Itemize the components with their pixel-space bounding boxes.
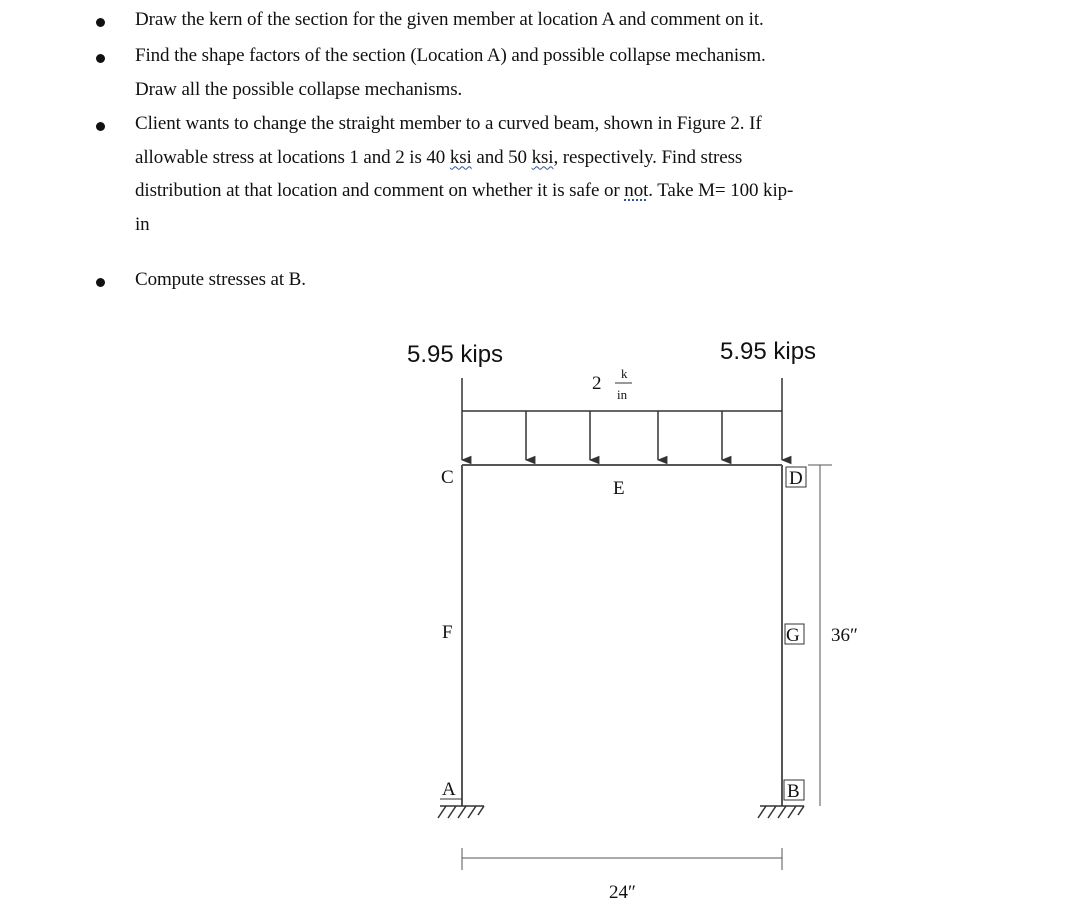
span-dimension-label: 24″ [609, 882, 636, 903]
frame-members [462, 465, 782, 806]
question-1-text: Draw the kern of the section for the given member at location A and comment on it. [135, 9, 764, 30]
fixed-support-A [438, 806, 484, 818]
question-3-line-2b: and 50 [471, 146, 532, 168]
point-label-D: D [789, 468, 803, 489]
point-load-right-label: 5.95 kips [720, 338, 817, 365]
dist-load-unit-numerator: k [621, 366, 628, 381]
question-3-line-2c: , respectively. Find stress [553, 146, 743, 168]
point-label-A: A [442, 779, 456, 800]
spellcheck-ksi-2: ksi [531, 146, 554, 168]
point-label-B: B [787, 781, 800, 802]
point-label-E: E [613, 478, 625, 499]
dist-load-value: 2 [592, 373, 602, 394]
fixed-support-B [758, 806, 804, 818]
point-load-left-label: 5.95 kips [407, 341, 504, 368]
spellcheck-ksi-1: ksi [449, 146, 472, 168]
point-label-C: C [441, 467, 454, 488]
question-3-line-4: in [135, 213, 150, 235]
dist-load-unit-denominator: in [617, 387, 628, 402]
question-2-line-1: Find the shape factors of the section (Location A) and possible collapse mechanism. [135, 45, 766, 66]
question-3-line-3a: distribution at that location and comment on whether it is safe or [135, 180, 625, 201]
question-4-text: Compute stresses at B. [135, 269, 306, 290]
height-dimension [808, 465, 832, 806]
question-3-line-3b: . Take M= 100 kip- [648, 180, 794, 201]
span-dimension [462, 848, 782, 870]
question-3-line-1: Client wants to change the straight member to a curved beam, shown in Figure 2. If [135, 113, 762, 134]
question-2-line-2: Draw all the possible collapse mechanisms. [135, 78, 463, 100]
question-3-line-2a: allowable stress at locations 1 and 2 is 40 [135, 146, 450, 168]
grammar-check-not: not [624, 180, 649, 201]
point-label-F: F [442, 622, 453, 643]
point-label-G: G [786, 625, 800, 646]
height-dimension-label: 36″ [831, 625, 858, 646]
